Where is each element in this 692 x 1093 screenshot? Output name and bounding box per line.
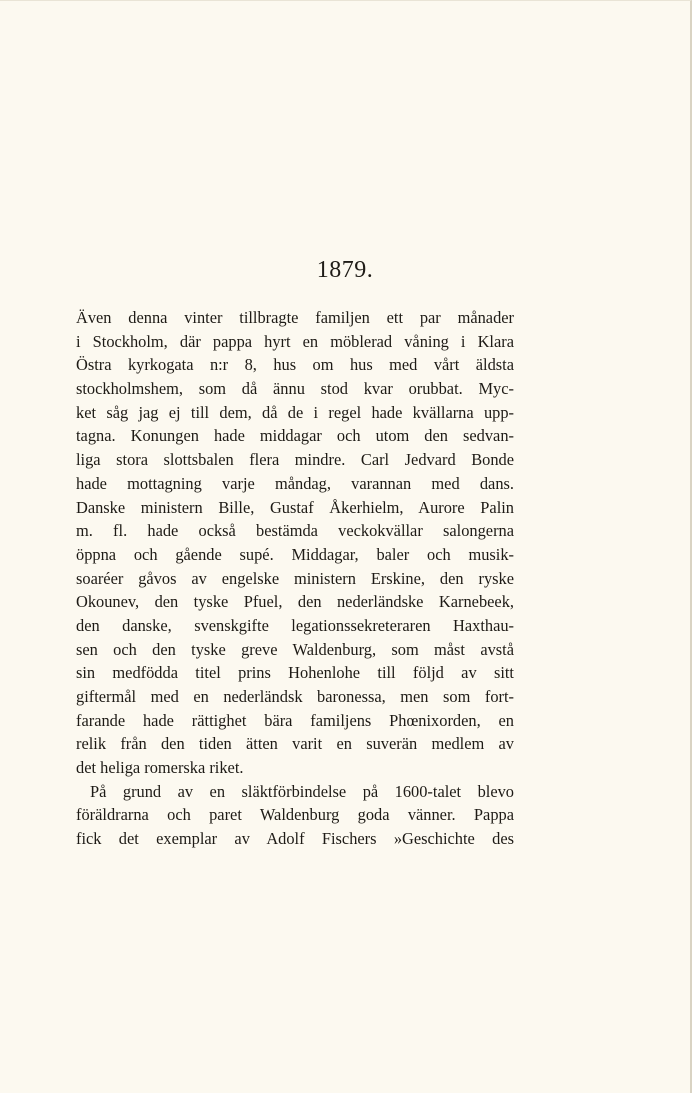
text-line: fick det exemplar av Adolf Fischers »Geschichte des [76,829,514,849]
text-line: liga stora slottsbalen flera mindre. Carl Jedvard Bonde [76,450,514,470]
text-line: farande hade rättighet bära familjens Phœnixorden, en [76,710,514,730]
text-line: ket såg jag ej till dem, då de i regel hade kvällarna upp- [76,402,514,422]
text-line: På grund av en släktförbindelse på 1600-talet blevo [90,781,514,801]
text-line: Östra kyrkogata n:r 8, hus om hus med vårt äldsta [76,355,514,375]
text-line: föräldrarna och paret Waldenburg goda vänner. Pappa [76,805,514,825]
text-line: tagna. Konungen hade middagar och utom den sedvan- [76,426,514,446]
text-line: relik från den tiden ätten varit en suverän medlem av [76,734,514,754]
body-text [76,306,514,851]
text-line: stockholmshem, som då ännu stod kvar orubbat. Myc- [76,379,514,399]
text-line: Även denna vinter tillbragte familjen ett par månader [76,308,514,327]
text-line: hade mottagning varje måndag, varannan med dans. [76,473,514,493]
text-line: Okounev, den tyske Pfuel, den nederländske Karnebeek, [76,592,514,612]
text-line: den danske, svenskgifte legationssekreteraren Haxthau- [76,615,514,635]
text-line: i Stockholm, där pappa hyrt en möblerad våning i Klara [76,331,514,351]
text-line: giftermål med en nederländsk baronessa, men som fort- [76,687,514,706]
text-line: sen och den tyske greve Waldenburg, som måst avstå [76,639,514,659]
text-line: det heliga romerska riket. [76,758,244,778]
text-line: soaréer gåvos av engelske ministern Erskine, den ryske [76,568,514,588]
text-line: sin medfödda titel prins Hohenlohe till följd av sitt [76,663,514,683]
text-line: öppna och gående supé. Middagar, baler och musik- [76,544,514,564]
text-line: m. fl. hade också bestämda veckokvällar salongerna [76,521,514,541]
text-line: Danske ministern Bille, Gustaf Åkerhielm, Aurore Palin [76,497,514,517]
page-title: 1879. [316,257,374,283]
